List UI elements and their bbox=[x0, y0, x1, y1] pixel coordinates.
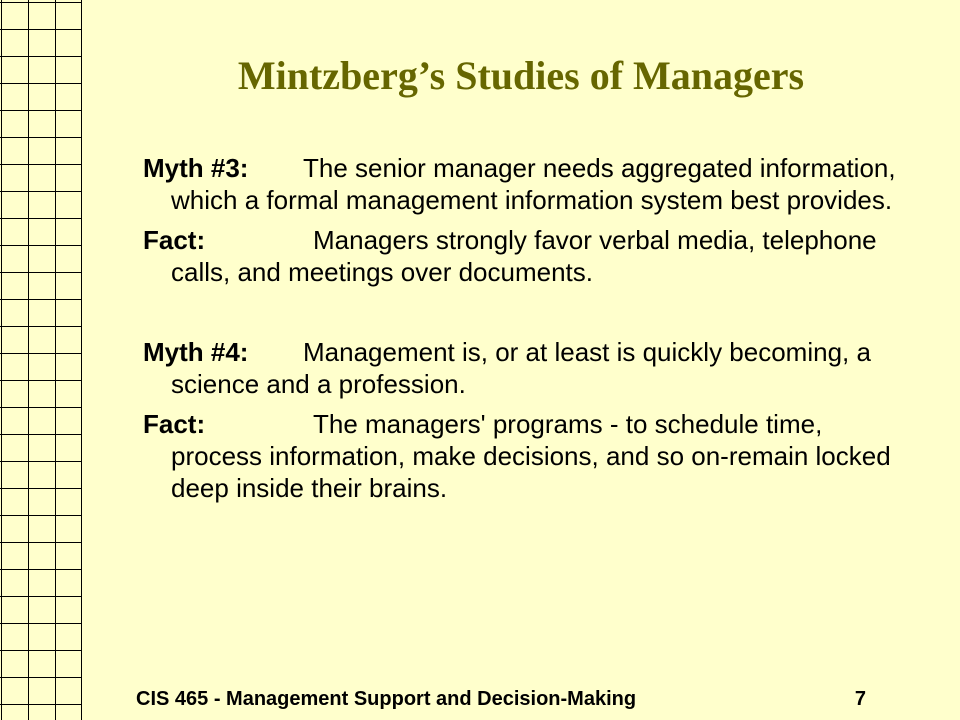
myth-4-paragraph bbox=[143, 336, 903, 400]
slide-body bbox=[143, 152, 903, 504]
myth-4-label: Myth #4: bbox=[143, 337, 249, 367]
fact-4-text: The managers' programs - to schedule time, process information, make decisions, and so on-remain locked deep inside their brains. bbox=[171, 409, 891, 503]
decorative-grid-border bbox=[0, 0, 81, 720]
page-number: 7 bbox=[854, 688, 866, 710]
myth-4-text: Management is, or at least is quickly becoming, a science and a profession. bbox=[171, 337, 871, 399]
slide-footer bbox=[136, 688, 866, 711]
fact-3-text: Managers strongly favor verbal media, telephone calls, and meetings over documents. bbox=[171, 225, 877, 287]
grid-edge-line bbox=[81, 0, 82, 720]
myth-3-paragraph bbox=[143, 152, 903, 216]
fact-4-label: Fact: bbox=[143, 409, 206, 439]
fact-4-paragraph bbox=[143, 408, 903, 504]
myth-3-label: Myth #3: bbox=[143, 153, 249, 183]
fact-3-paragraph bbox=[143, 224, 903, 288]
slide-title: Mintzberg’s Studies of Managers bbox=[237, 53, 805, 98]
fact-3-label: Fact: bbox=[143, 225, 206, 255]
footer-course-title: CIS 465 - Management Support and Decision-Making bbox=[136, 688, 637, 710]
myth-3-text: The senior manager needs aggregated information, which a formal management information system best provides. bbox=[171, 153, 896, 215]
